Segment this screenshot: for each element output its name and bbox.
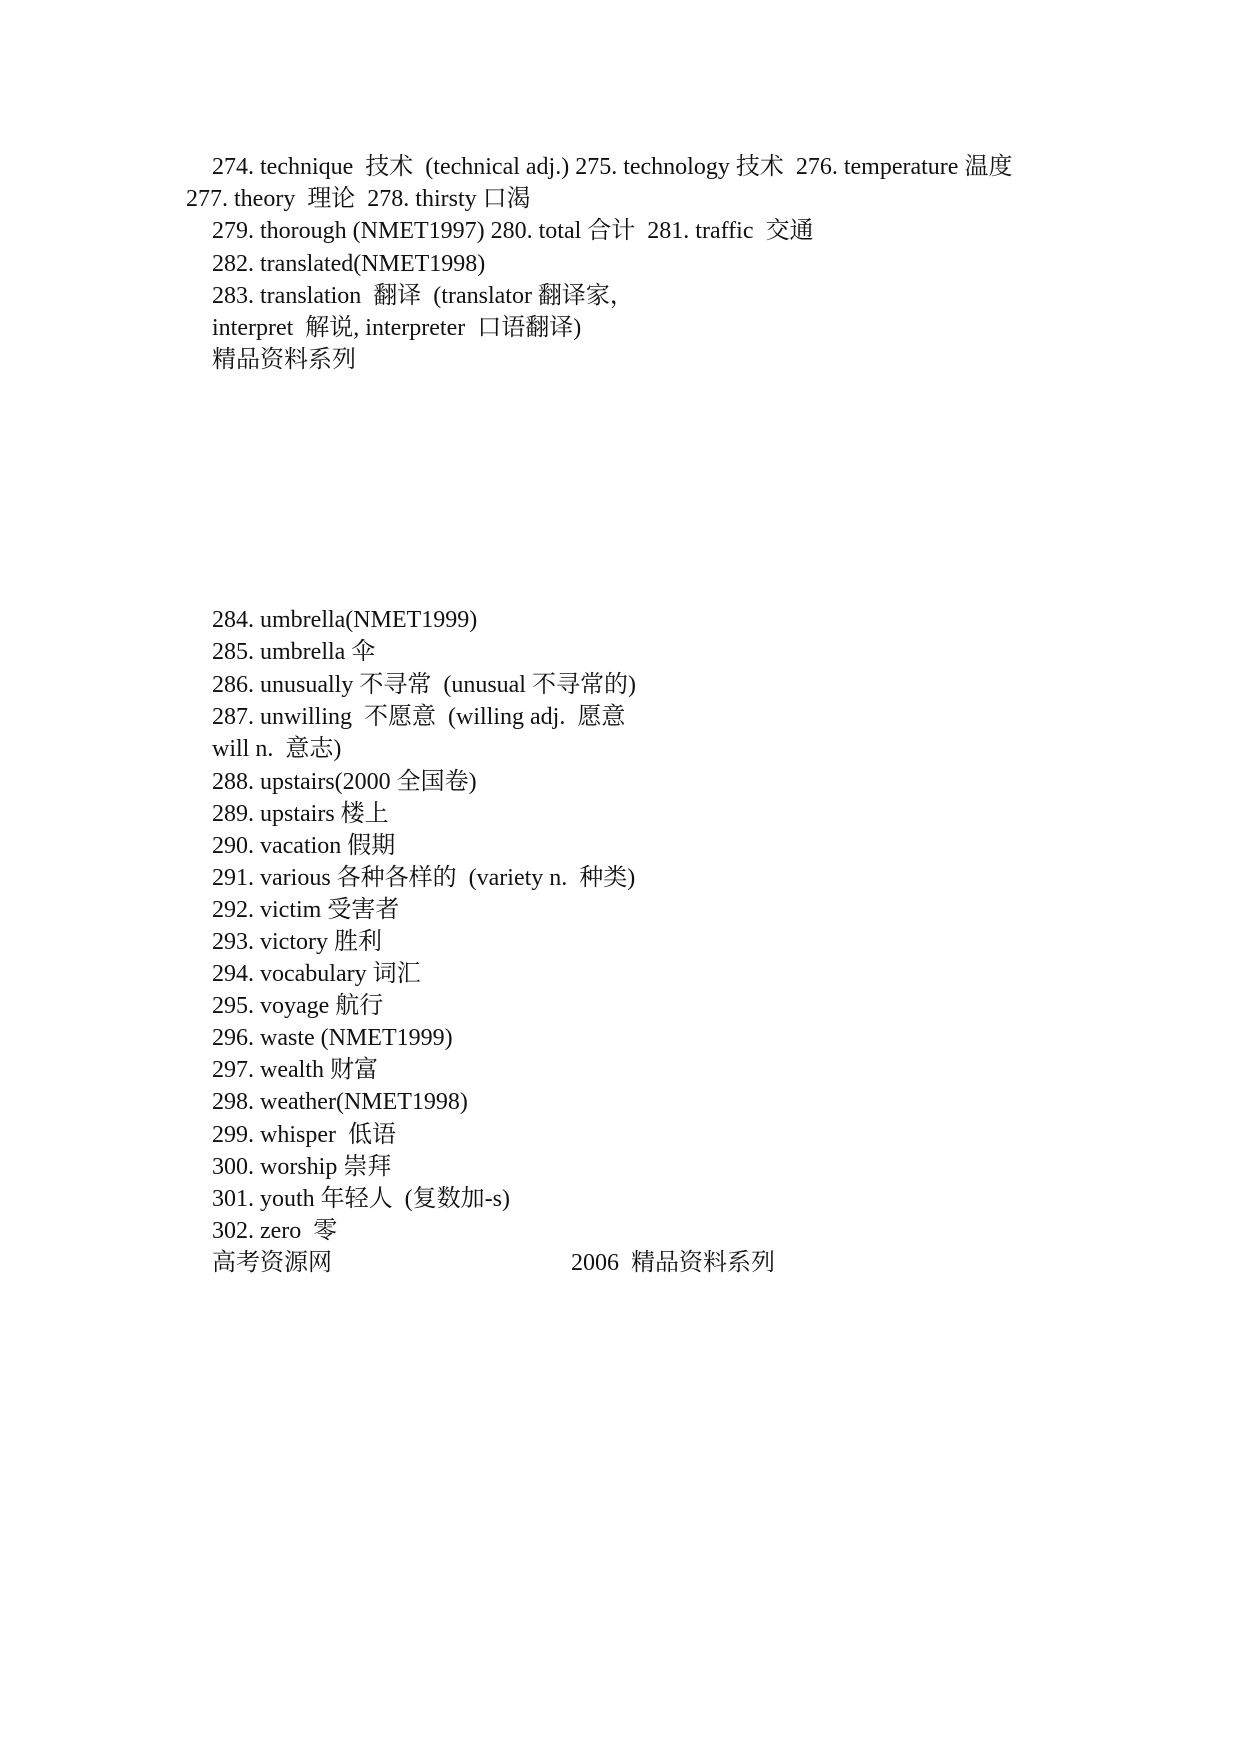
vocab-line: 294. vocabulary 词汇 [212,961,421,987]
footer-source: 高考资源网 [212,1250,332,1276]
vocab-line: 302. zero 零 [212,1218,338,1244]
vocab-line: 277. theory 理论 278. thirsty 口渴 [186,186,531,212]
vocab-line: 297. wealth 财富 [212,1057,378,1083]
vocab-line: 293. victory 胜利 [212,929,382,955]
vocab-line: 301. youth 年轻人 (复数加-s) [212,1186,510,1212]
vocab-line: 274. technique 技术 (technical adj.) 275. technology 技术 276. temperature 温度 [212,154,1013,180]
vocab-line: 283. translation 翻译 (translator 翻译家， [212,283,634,309]
vocab-line: will n. 意志) [212,736,342,762]
vocab-line: 284. umbrella(NMET1999) [212,607,478,633]
vocab-line: 282. translated(NMET1998) [212,251,486,277]
vocab-line: interpret 解说, interpreter 口语翻译) [212,315,582,341]
vocab-line: 287. unwilling 不愿意 (willing adj. 愿意 [212,704,626,730]
vocab-line: 279. thorough (NMET1997) 280. total 合计 281. traffic 交通 [212,218,814,244]
vocab-line: 291. various 各种各样的 (variety n. 种类) [212,865,636,891]
vocab-line: 300. worship 崇拜 [212,1154,392,1180]
vocab-line: 290. vacation 假期 [212,833,396,859]
footer-series: 2006 精品资料系列 [571,1250,775,1276]
vocab-line: 298. weather(NMET1998) [212,1089,468,1115]
vocab-line: 299. whisper 低语 [212,1122,396,1148]
series-label: 精品资料系列 [212,347,356,373]
vocab-line: 285. umbrella 伞 [212,639,376,665]
vocab-line: 292. victim 受害者 [212,897,400,923]
vocab-line: 289. upstairs 楼上 [212,801,389,827]
vocab-line: 286. unusually 不寻常 (unusual 不寻常的) [212,672,636,698]
vocab-line: 295. voyage 航行 [212,993,384,1019]
vocab-line: 296. waste (NMET1999) [212,1025,453,1051]
vocab-line: 288. upstairs(2000 全国卷) [212,769,477,795]
